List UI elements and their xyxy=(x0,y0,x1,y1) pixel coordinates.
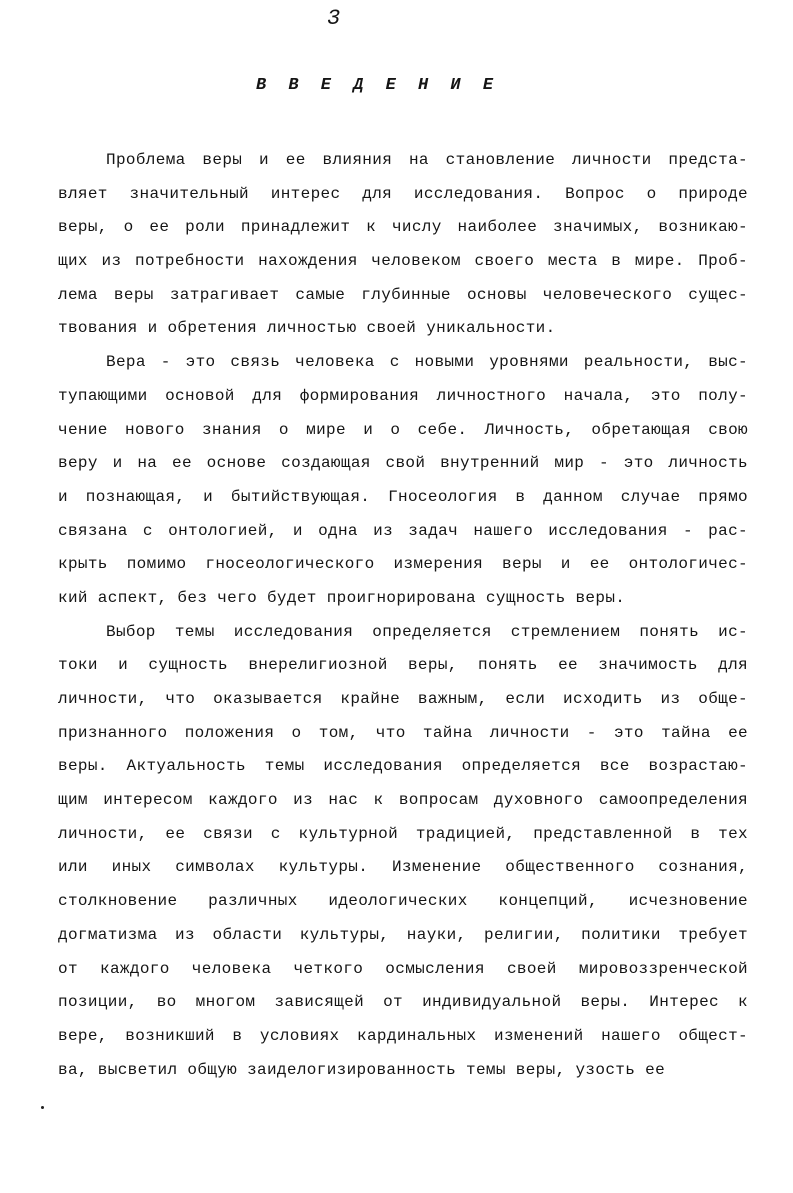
text-line: и познающая, и бытийствующая. Гносеология в данном случае прямо xyxy=(58,487,748,506)
text-line: личности, что оказывается крайне важным, если исходить из обще- xyxy=(58,690,748,708)
section-heading: В В Е Д Е Н И Е xyxy=(256,76,500,95)
text-line: ва, высветил общую заиделогизированность темы веры, узость ее xyxy=(58,1060,666,1079)
text-line: личности, ее связи с культурной традицией, представленной в тех xyxy=(58,824,748,843)
text-line: чение нового знания о мире и о себе. Личность, обретающая свою xyxy=(58,420,748,439)
text-line: Вера - это связь человека с новыми уровнями реальности, выс- xyxy=(106,353,748,372)
text-line: кий аспект, без чего будет проигнорирована сущность веры. xyxy=(58,588,626,607)
page-number: 3 xyxy=(327,6,341,31)
body-text xyxy=(58,144,748,1087)
text-line: связана с онтологией, и одна из задач нашего исследования - рас- xyxy=(58,521,748,540)
text-line: Проблема веры и ее влияния на становление личности предста- xyxy=(106,151,748,169)
text-line: токи и сущность внерелигиозной веры, понять ее значимость для xyxy=(58,656,748,675)
text-line: твования и обретения личностью своей уникальности. xyxy=(58,319,556,338)
text-line: веры. Актуальность темы исследования определяется все возрастаю- xyxy=(58,757,748,776)
text-line: догматизма из области культуры, науки, религии, политики требует xyxy=(58,925,748,944)
text-line: тупающими основой для формирования личностного начала, это полу- xyxy=(58,386,748,405)
text-line: вляет значительный интерес для исследования. Вопрос о природе xyxy=(58,184,748,203)
text-line: от каждого человека четкого осмысления своей мировоззренческой xyxy=(58,959,748,978)
text-line: позиции, во многом зависящей от индивидуальной веры. Интерес к xyxy=(58,993,748,1012)
text-line: Выбор темы исследования определяется стремлением понять ис- xyxy=(106,622,748,641)
text-line: крыть помимо гносеологического измерения веры и ее онтологичес- xyxy=(58,555,748,574)
text-line: щих из потребности нахождения человеком своего места в мире. Проб- xyxy=(58,252,748,271)
text-line: вере, возникший в условиях кардинальных изменений нашего общест- xyxy=(58,1026,748,1045)
text-line: щим интересом каждого из нас к вопросам духовного самоопределения xyxy=(58,791,748,810)
paragraph-1 xyxy=(58,144,748,346)
text-line: признанного положения о том, что тайна личности - это тайна ее xyxy=(58,723,748,742)
text-line: веру и на ее основе создающая свой внутренний мир - это личность xyxy=(58,454,748,473)
paragraph-2 xyxy=(58,346,748,616)
text-line: столкновение различных идеологических концепций, исчезновение xyxy=(58,892,748,911)
margin-dot xyxy=(41,1106,44,1109)
text-line: или иных символах культуры. Изменение общественного сознания, xyxy=(58,858,748,877)
text-line: веры, о ее роли принадлежит к числу наиболее значимых, возникаю- xyxy=(58,218,748,237)
text-line: лема веры затрагивает самые глубинные основы человеческого сущес- xyxy=(58,285,748,304)
paragraph-3 xyxy=(58,616,748,1088)
